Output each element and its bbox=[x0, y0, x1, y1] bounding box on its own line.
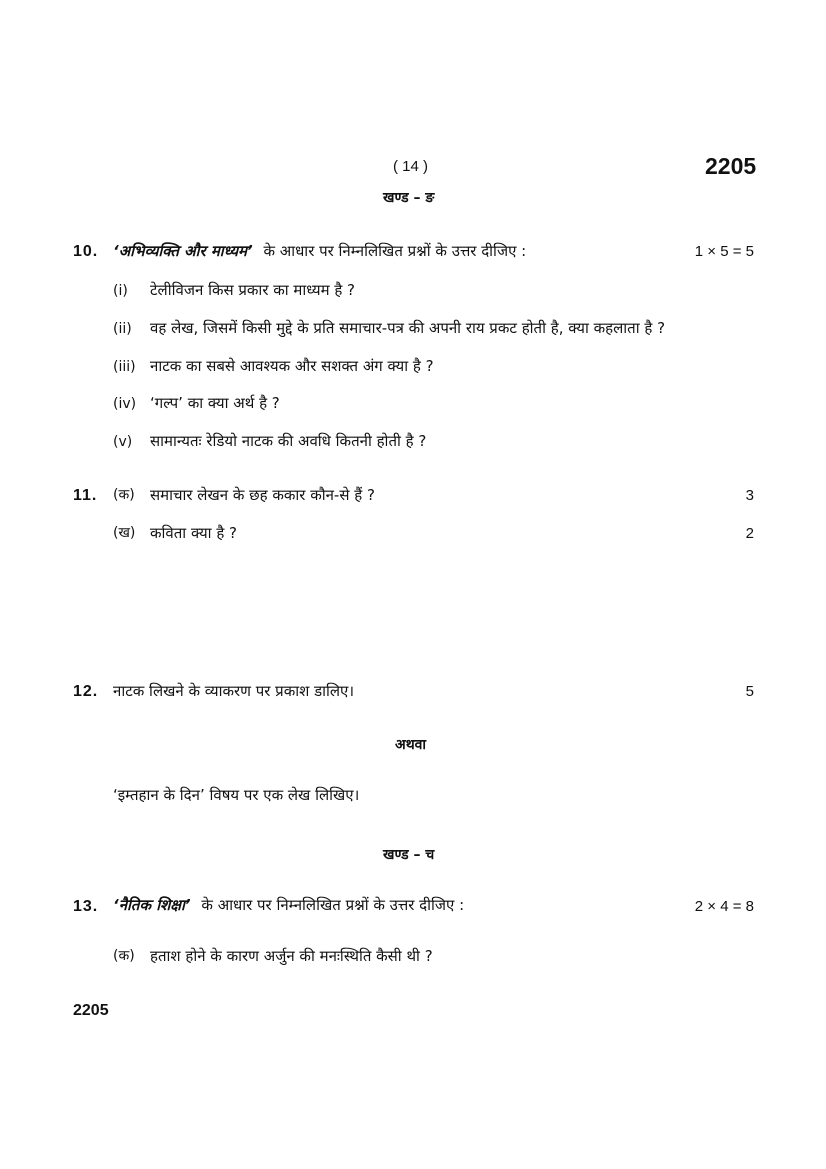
question-13-marks: 2 × 4 = 8 bbox=[694, 898, 754, 915]
question-13-source: ‘नैतिक शिक्षा’ bbox=[113, 896, 191, 914]
paper-code-header: 2205 bbox=[705, 153, 757, 179]
or-label: अथवा bbox=[395, 737, 427, 753]
question-10-text: के आधार पर निम्नलिखित प्रश्नों के उत्तर दीजिए : bbox=[263, 242, 527, 260]
question-11-part-text: समाचार लेखन के छह ककार कौन-से हैं ? bbox=[150, 486, 375, 504]
question-10-item-label: (v) bbox=[113, 434, 133, 450]
question-10-number: 10. bbox=[73, 243, 99, 260]
question-12-number: 12. bbox=[73, 683, 99, 700]
question-10-item-label: (i) bbox=[113, 283, 128, 299]
question-10-marks: 1 × 5 = 5 bbox=[694, 243, 754, 260]
question-11-part-label: (क) bbox=[113, 487, 135, 503]
question-11-part-label: (ख) bbox=[113, 525, 136, 541]
question-12-text: नाटक लिखने के व्याकरण पर प्रकाश डालिए। bbox=[113, 682, 355, 700]
question-10-item-text: सामान्यतः रेडियो नाटक की अवधि कितनी होती है ? bbox=[150, 432, 427, 450]
question-10-item-text: टेलीविजन किस प्रकार का माध्यम है ? bbox=[150, 281, 356, 299]
question-11-part-marks: 2 bbox=[745, 525, 754, 542]
paper-code-footer: 2205 bbox=[73, 1002, 109, 1019]
question-10-item-text: ‘गल्प’ का क्या अर्थ है ? bbox=[150, 394, 280, 412]
question-10-item-label: (iv) bbox=[113, 396, 137, 412]
question-10-item-label: (iii) bbox=[113, 359, 136, 375]
question-12-marks: 5 bbox=[745, 683, 754, 700]
question-13-item-text: हताश होने के कारण अर्जुन की मनःस्थिति कैसी थी ? bbox=[150, 947, 433, 965]
question-11-part-text: कविता क्या है ? bbox=[150, 524, 238, 542]
question-11-part-marks: 3 bbox=[745, 487, 754, 504]
question-13-prompt bbox=[113, 895, 464, 915]
question-12-alternative-text: ‘इम्तहान के दिन’ विषय पर एक लेख लिखिए। bbox=[113, 786, 360, 804]
section-e-title: खण्ड – ङ bbox=[383, 190, 435, 206]
question-13-number: 13. bbox=[73, 898, 99, 915]
question-10-item-text: वह लेख, जिसमें किसी मुद्दे के प्रति समाचार-पत्र की अपनी राय प्रकट होती है, क्या कहलाता है ? bbox=[150, 319, 666, 337]
page-number: ( 14 ) bbox=[393, 158, 429, 175]
question-10-item-text: नाटक का सबसे आवश्यक और सशक्त अंग क्या है ? bbox=[150, 357, 434, 375]
question-11-number: 11. bbox=[73, 487, 98, 504]
question-13-item-label: (क) bbox=[113, 948, 135, 964]
question-13-text: के आधार पर निम्नलिखित प्रश्नों के उत्तर दीजिए : bbox=[201, 896, 465, 914]
question-10-source: ‘अभिव्यक्ति और माध्यम’ bbox=[113, 242, 253, 260]
section-f-title: खण्ड – च bbox=[383, 847, 435, 863]
question-10-prompt bbox=[113, 241, 526, 261]
question-10-item-label: (ii) bbox=[113, 321, 132, 337]
